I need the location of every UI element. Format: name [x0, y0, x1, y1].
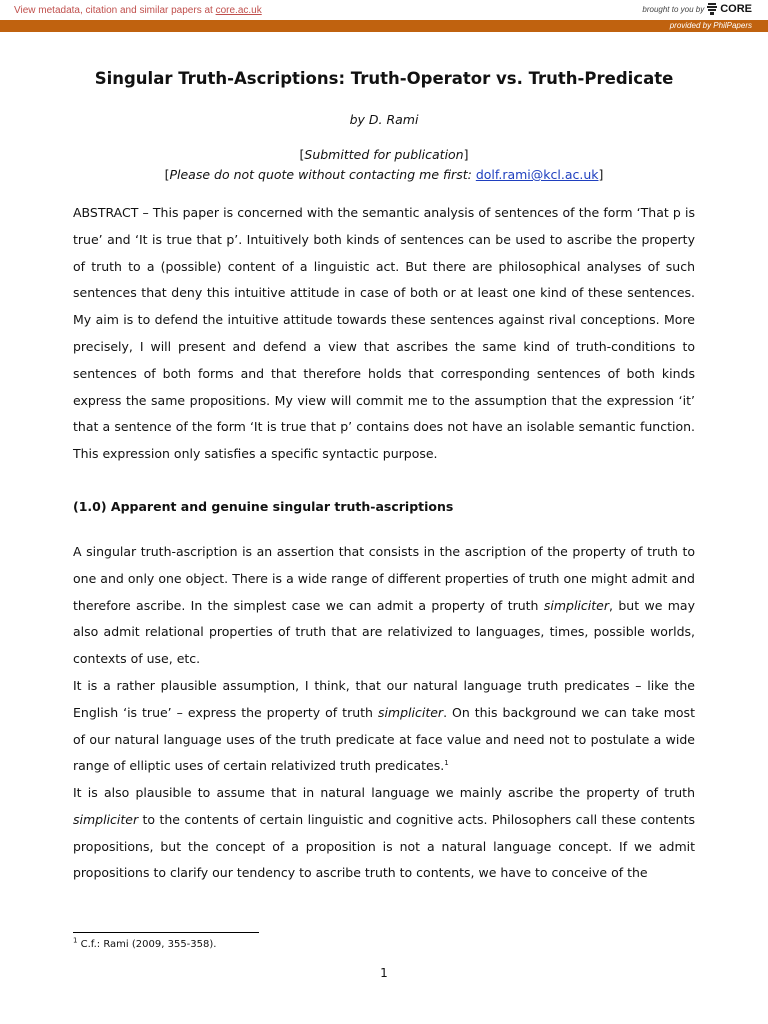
p2-text-b: . On this background we can take most of our natural language uses of the truth predicate at face value and need not to postulate a wide range of elliptic uses of certain relativized truth predicates. — [73, 704, 695, 774]
p3-text-a: It is also plausible to assume that in natural language we mainly ascribe the property of truth — [73, 785, 695, 800]
paper-title: Singular Truth-Ascriptions: Truth-Operator vs. Truth-Predicate — [94, 69, 674, 88]
core-header — [0, 0, 768, 20]
p3-emphasis: simpliciter — [73, 811, 139, 827]
p1-emphasis: simpliciter — [543, 597, 609, 613]
quote-notice-open: [ — [164, 167, 170, 182]
quote-notice-text: Please do not quote without contacting me first: — [169, 167, 472, 182]
submission-note — [73, 147, 695, 162]
footnote-text: C.f.: Rami (2009, 355-358). — [77, 939, 217, 950]
abstract-paragraph: ABSTRACT – This paper is concerned with the semantic analysis of sentences of the form ‘That p is true’ and ‘It is true that p’. Intuitively both kinds of sentences can be used to ascribe the property of truth to a (possible) content of a linguistic act. But there are philosophical analyses of such sentences that deny this intuitive attitude in case of both or at least one kind of these sentences. My aim is to defend the intuitive attitude towards these sentences against rival conceptions. More precisely, I will present and defend a view that ascribes the same kind of truth-conditions to sentences of both forms and that therefore holds that corresponding sentences of both kinds express the same propositions. My view will commit me to the assumption that the expression ‘it’ that a sentence of the form ‘It is true that p’ contains does not have an isolable semantic function. This expression only satisfies a specific syntactic purpose. — [73, 205, 695, 462]
submission-note-open: [ — [299, 147, 305, 162]
section-heading: (1.0) Apparent and genuine singular truth-ascriptions — [73, 499, 454, 514]
p3-text-b: to the contents of certain linguistic and cognitive acts. Philosophers call these contents propositions, but the concept of a proposition is not a natural language concept. If we admit propositions to clarify our tendency to ascribe truth to contents, we have to conceive of the — [73, 811, 695, 881]
core-metadata-link[interactable]: core.ac.uk — [215, 5, 262, 16]
footnote — [73, 936, 217, 950]
body-paragraph — [73, 673, 695, 780]
core-logo-text: CORE — [720, 3, 752, 15]
submission-note-close: ] — [463, 147, 469, 162]
page-number: 1 — [380, 966, 388, 980]
footnote-number: 1 — [73, 936, 78, 945]
core-provider-bar — [0, 20, 768, 32]
p2-text-a: It is a rather plausible assumption, I think, that our natural language truth predicates – like the English ‘is true’ – express the property of truth — [73, 678, 695, 720]
footnote-marker[interactable]: 1 — [444, 759, 449, 768]
quote-notice — [73, 167, 695, 182]
quote-notice-close: ] — [598, 167, 604, 182]
brought-to-you-label: brought to you by — [642, 4, 705, 14]
submission-note-text: Submitted for publication — [304, 147, 464, 162]
core-metadata-line — [14, 5, 262, 16]
core-metadata-prefix: View metadata, citation and similar papers at — [14, 5, 216, 16]
core-logo-icon — [707, 3, 717, 15]
paper-author: by D. Rami — [349, 112, 419, 127]
p2-emphasis: simpliciter — [377, 704, 444, 720]
provided-by-label[interactable]: provided by PhilPapers — [669, 21, 752, 30]
body-paragraph — [73, 780, 695, 887]
p1-text-a: A singular truth-ascription is an assertion that consists in the ascription of the property of truth to one and only one object. There is a wide range of different properties of truth one might admit and therefore ascribe. In the simplest case we can admit a property of truth — [73, 544, 695, 613]
author-email-link[interactable]: dolf.rami@kcl.ac.uk — [475, 167, 599, 182]
p1-text-b: , but we may also admit relational properties of truth that are relativized to languages, times, possible worlds, contexts of use, etc. — [73, 597, 695, 667]
body-paragraph — [73, 539, 695, 673]
core-brought-by[interactable] — [642, 3, 752, 15]
footnote-divider — [73, 932, 259, 933]
